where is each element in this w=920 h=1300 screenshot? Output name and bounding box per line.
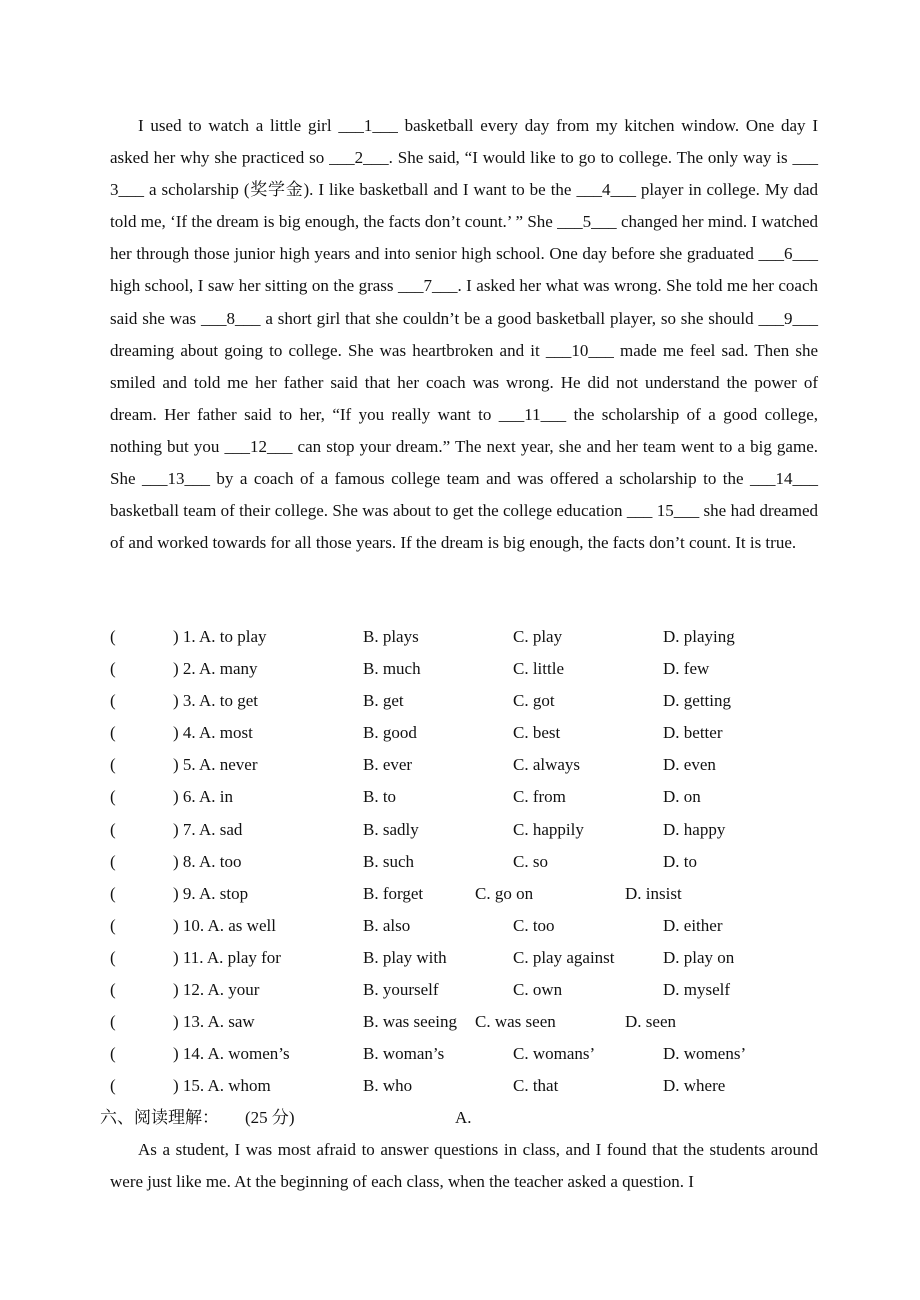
- question-row: [110, 749, 818, 781]
- option-c: C. womans’: [513, 1044, 596, 1064]
- option-b: B. yourself: [363, 980, 439, 1000]
- answer-paren: (: [110, 691, 116, 711]
- question-row: [110, 781, 818, 813]
- answer-paren: (: [110, 723, 116, 743]
- option-d: D. to: [663, 851, 697, 871]
- option-a: ) 4. A. most: [173, 723, 253, 743]
- option-d: D. insist: [625, 883, 682, 903]
- option-a: ) 14. A. women’s: [173, 1044, 290, 1064]
- option-c: C. go on: [475, 883, 534, 903]
- option-b: B. much: [363, 659, 421, 679]
- answer-paren: (: [110, 915, 116, 935]
- option-d: D. either: [663, 915, 723, 935]
- reading-passage-text: As a student, I was most afraid to answer questions in class, and I found that the students around were just like me. At the beginning of each class, when the teacher asked a question. I: [110, 1140, 818, 1192]
- option-a: ) 13. A. saw: [173, 1012, 255, 1032]
- passage-label: A.: [455, 1108, 472, 1127]
- answer-paren: (: [110, 755, 116, 775]
- option-c: C. so: [513, 851, 548, 871]
- option-c: C. play: [513, 627, 563, 646]
- option-d: D. seen: [625, 1012, 676, 1032]
- option-d: D. playing: [663, 627, 735, 646]
- option-b: B. sadly: [363, 819, 419, 839]
- section-score: (25 分): [245, 1108, 295, 1127]
- answer-paren: (: [110, 1076, 116, 1096]
- option-d: D. few: [663, 659, 710, 679]
- option-a: ) 7. A. sad: [173, 819, 243, 839]
- option-c: C. play against: [513, 947, 615, 967]
- cloze-passage: [110, 110, 818, 559]
- option-d: D. getting: [663, 691, 731, 711]
- option-a: ) 15. A. whom: [173, 1076, 271, 1096]
- option-b: B. forget: [363, 883, 424, 903]
- question-row: [110, 846, 818, 878]
- option-b: B. good: [363, 723, 417, 743]
- option-a: ) 10. A. as well: [173, 915, 276, 935]
- option-d: D. myself: [663, 980, 731, 1000]
- option-a: ) 11. A. play for: [173, 947, 281, 967]
- question-row: [110, 685, 818, 717]
- option-b: B. ever: [363, 755, 413, 775]
- option-c: C. too: [513, 915, 555, 935]
- option-b: B. get: [363, 691, 404, 711]
- option-c: C. happily: [513, 819, 584, 839]
- option-a: ) 6. A. in: [173, 787, 233, 807]
- option-b: B. woman’s: [363, 1044, 445, 1064]
- option-d: D. happy: [663, 819, 726, 839]
- option-b: B. who: [363, 1076, 413, 1096]
- option-d: D. on: [663, 787, 701, 807]
- option-a: ) 2. A. many: [173, 659, 258, 679]
- option-a: ) 9. A. stop: [173, 883, 249, 903]
- question-list: [110, 621, 818, 1102]
- option-a: ) 1. A. to play: [173, 627, 267, 646]
- question-row: [110, 1006, 818, 1038]
- option-b: B. to: [363, 787, 397, 807]
- option-c: C. own: [513, 980, 563, 1000]
- answer-paren: (: [110, 851, 116, 871]
- question-row: [110, 1038, 818, 1070]
- option-a: ) 3. A. to get: [173, 691, 258, 711]
- option-d: D. womens’: [663, 1044, 747, 1064]
- option-a: ) 12. A. your: [173, 980, 260, 1000]
- option-b: B. play with: [363, 947, 447, 967]
- question-row: [110, 621, 818, 653]
- question-row: [110, 1070, 818, 1102]
- option-c: C. got: [513, 691, 555, 711]
- section-title: 六、阅读理解：: [100, 1108, 219, 1127]
- question-row: [110, 974, 818, 1006]
- option-d: D. even: [663, 755, 716, 775]
- question-row: [110, 942, 818, 974]
- answer-paren: (: [110, 659, 116, 679]
- answer-paren: (: [110, 1044, 116, 1064]
- question-row: [110, 910, 818, 942]
- answer-paren: (: [110, 787, 116, 807]
- question-row: [110, 653, 818, 685]
- answer-paren: (: [110, 883, 116, 903]
- option-c: C. best: [513, 723, 561, 743]
- option-d: D. where: [663, 1076, 726, 1096]
- option-b: B. such: [363, 851, 414, 871]
- option-c: C. always: [513, 755, 581, 775]
- option-b: B. was seeing: [363, 1012, 457, 1032]
- option-c: C. little: [513, 659, 564, 679]
- option-b: B. also: [363, 915, 411, 935]
- answer-paren: (: [110, 819, 116, 839]
- answer-paren: (: [110, 1012, 116, 1032]
- question-row: [110, 717, 818, 749]
- option-a: ) 8. A. too: [173, 851, 242, 871]
- option-c: C. was seen: [475, 1012, 556, 1032]
- option-c: C. from: [513, 787, 566, 807]
- answer-paren: (: [110, 627, 116, 646]
- answer-paren: (: [110, 947, 116, 967]
- reading-passage: [110, 1134, 818, 1198]
- question-row: [110, 878, 818, 910]
- option-d: D. play on: [663, 947, 735, 967]
- option-d: D. better: [663, 723, 723, 743]
- option-c: C. that: [513, 1076, 559, 1096]
- option-b: B. plays: [363, 627, 419, 646]
- cloze-passage-text: I used to watch a little girl ___1___ basketball every day from my kitchen window. One day I asked her why she practiced so ___2___. She said, “I would like to go to college. The only way is ___ 3___ a scholarship (奖学金). I like basketball and I want to be the ___4___ player in college. My dad told me, ‘If the dream is big enough, the facts don’t count.’ ” She ___5___ changed her mind. I watched her through those junior high years and into senior high school. One day before she graduated ___6___ high school, I saw her sitting on the grass ___7___. I asked her what was wrong. She told me her coach said she was ___8___ a short girl that she couldn’t be a good basketball player, so she should ___9___ dreaming about going to college. She was heartbroken and it ___10___ made me feel sad. Then she smiled and told me her father said that her coach was wrong. He did not understand the power of dream. Her father said to her, “If you really want to ___11___ the scholarship of a good college, nothing but you ___12___ can stop your dream.” The next year, she and her team went to a big game. She ___13___ by a coach of a famous college team and was offered a scholarship to the ___14___ basketball team of their college. She was about to get the college education ___ 15___ she had dreamed of and worked towards for all those years. If the dream is big enough, the facts don’t count. It is true.: [110, 116, 818, 553]
- option-a: ) 5. A. never: [173, 755, 258, 775]
- answer-paren: (: [110, 980, 116, 1000]
- section-heading: [100, 1102, 818, 1134]
- question-row: [110, 814, 818, 846]
